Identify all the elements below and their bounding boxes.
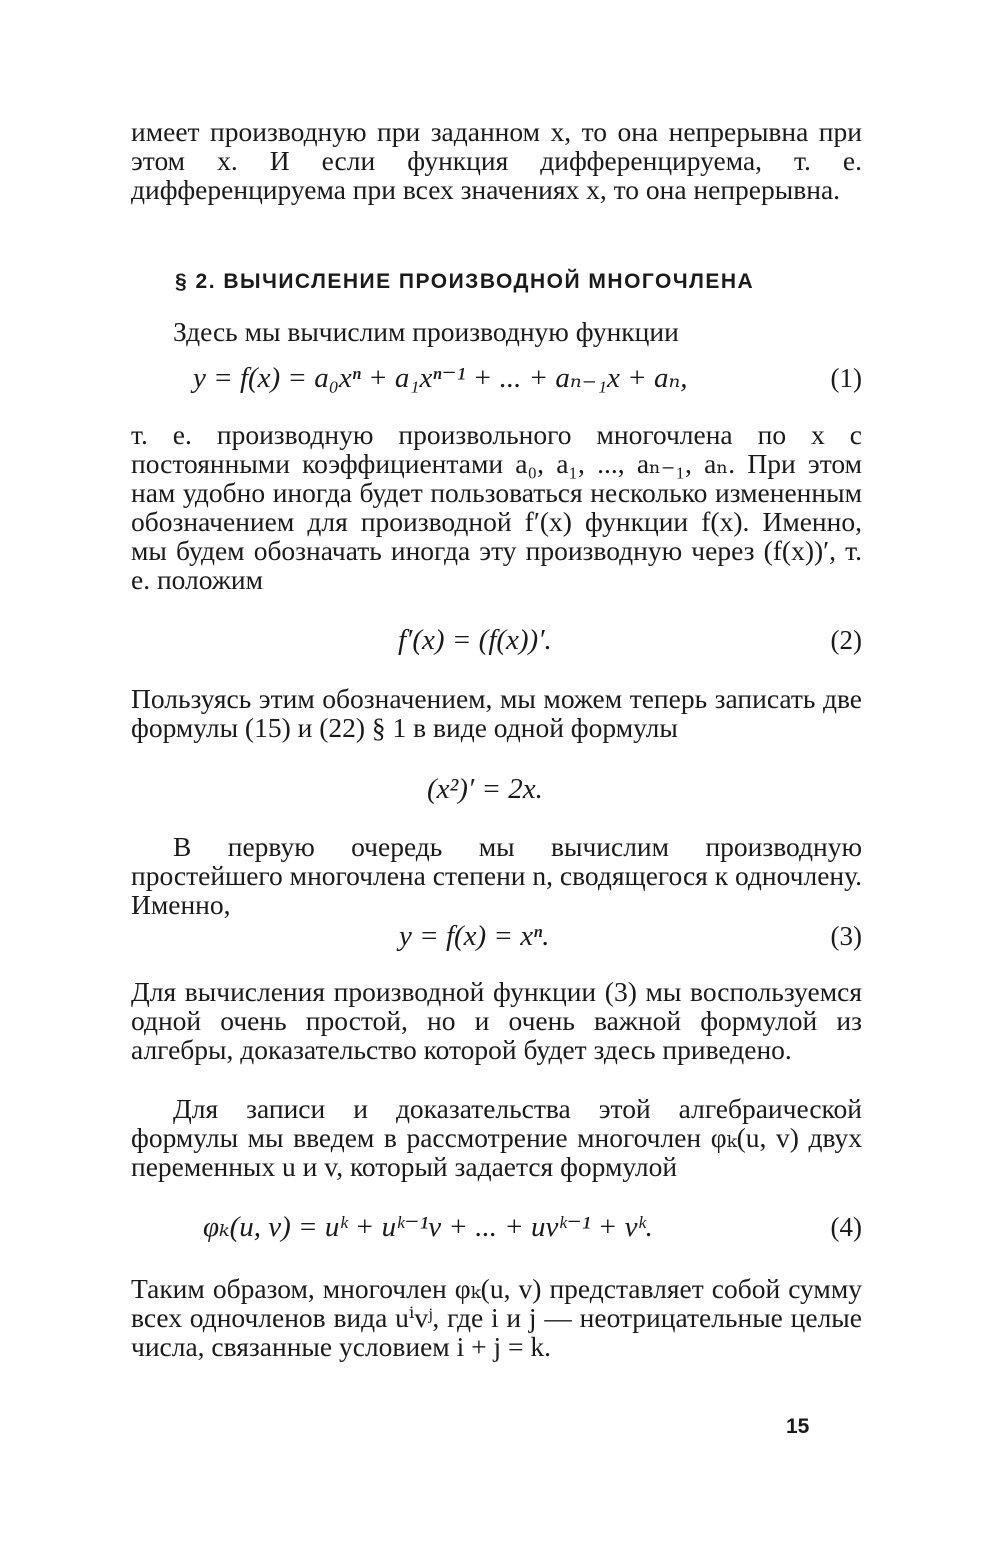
paragraph-here: Здесь мы вычислим производную функции [173, 316, 679, 347]
paragraph-for: Для вычисления производной функции (3) мы воспользуемся одной очень простой, но и очень важной формулой из алгебры, доказательство которой будет здесь приведено. [131, 976, 862, 1065]
equation-square-formula: (x²)′ = 2x. [427, 773, 543, 805]
equation-1-formula: y = f(x) = a₀xⁿ + a₁xⁿ⁻¹ + ... + aₙ₋₁x + aₙ, [193, 362, 688, 394]
equation-1-number: (1) [830, 363, 862, 393]
thus-block [131, 1274, 862, 1361]
for-block [131, 977, 862, 1064]
equation-2 [131, 626, 862, 660]
using-block [131, 684, 862, 742]
equation-4-number: (4) [830, 1212, 862, 1242]
first-block [131, 832, 862, 919]
equation-2-formula: f′(x) = (f(x))′. [398, 624, 552, 656]
equation-3 [131, 922, 862, 956]
here-block [131, 317, 862, 346]
record-block [131, 1094, 862, 1181]
equation-2-number: (2) [830, 625, 862, 655]
equation-3-number: (3) [830, 921, 862, 951]
section-heading: § 2. ВЫЧИСЛЕНИЕ ПРОИЗВОДНОЙ МНОГОЧЛЕНА [175, 270, 755, 293]
paragraph-record: Для записи и доказательства этой алгебраической формулы мы введем в рассмотрение многочлен φₖ(u, v) двух переменных u и v, который задается формулой [131, 1093, 862, 1182]
intro-paragraph: имеет производную при заданном x, то она непрерывна при этом x. И если функция дифференцируема, т. е. дифференцируема при всех значениях x, то она непрерывна. [131, 116, 862, 205]
equation-4 [131, 1213, 862, 1247]
paragraph-te: т. е. производную произвольного многочлена по x с постоянными коэффициентами a₀, a₁, ..., aₙ₋₁, aₙ. При этом нам удобно иногда будет пользоваться несколько измененным обозначением для производной f′(x) функции f(x). Именно, мы будем обозначать иногда эту производную через (f(x))′, т. е. положим [131, 419, 862, 595]
page-number: 15 [786, 1415, 810, 1438]
equation-square [131, 775, 862, 809]
equation-1 [131, 364, 862, 398]
paragraph-first: В первую очередь мы вычислим производную простейшего многочлена степени n, сводящегося к одночлену. Именно, [131, 831, 862, 920]
equation-3-formula: y = f(x) = xⁿ. [399, 920, 550, 952]
paragraph-thus: Таким образом, многочлен φₖ(u, v) представляет собой сумму всех одночленов вида uⁱvʲ, где i и j — неотрицательные целые числа, связанные условием i + j = k. [131, 1273, 862, 1362]
equation-4-formula: φₖ(u, v) = uᵏ + uᵏ⁻¹v + ... + uvᵏ⁻¹ + vᵏ. [203, 1211, 653, 1243]
te-block [131, 420, 862, 594]
paragraph-using: Пользуясь этим обозначением, мы можем теперь записать две формулы (15) и (22) § 1 в виде одной формулы [131, 683, 862, 743]
intro-paragraph-block [131, 117, 862, 204]
